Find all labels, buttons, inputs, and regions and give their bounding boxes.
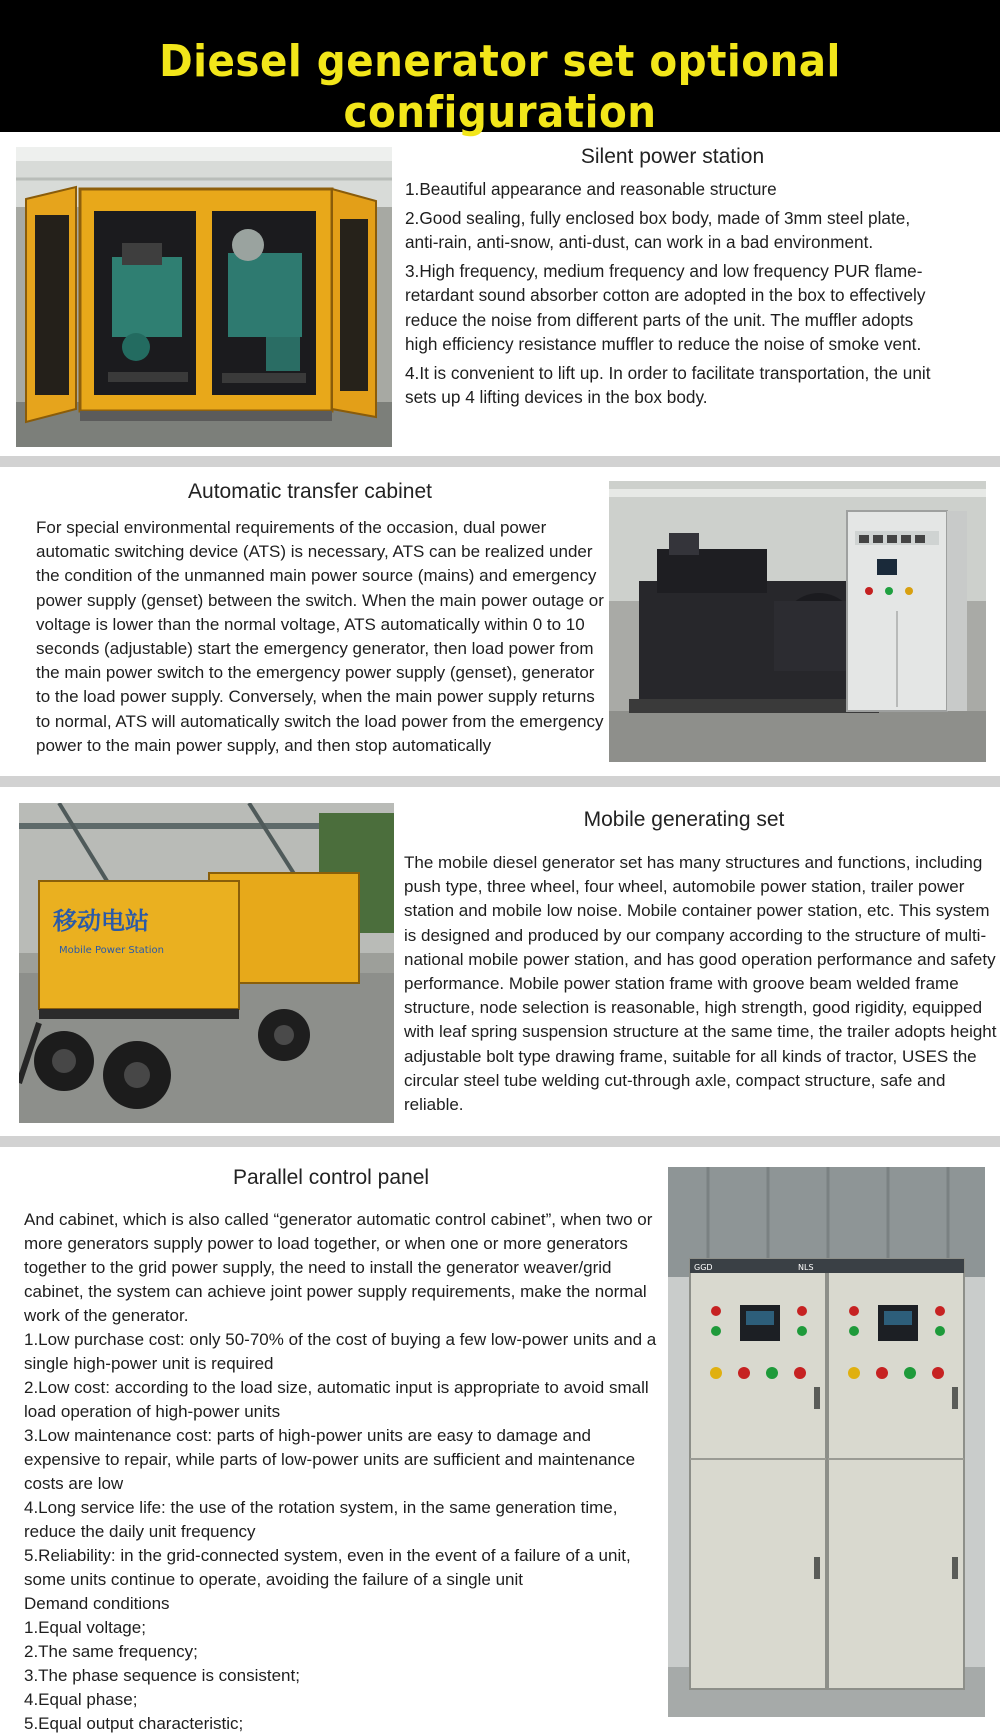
paragraph: 4.Long service life: the use of the rotation system, in the same generation time, reduce the daily unit frequency	[24, 1498, 618, 1541]
section-divider	[0, 776, 1000, 787]
trailer-sign-en: Mobile Power Station	[59, 945, 164, 956]
paragraph: 4.It is convenient to lift up. In order to facilitate transportation, the unit sets up 4 lifting devices in the box body.	[405, 362, 931, 407]
page-header	[0, 0, 1000, 138]
section-title-automatic-transfer-cabinet: Automatic transfer cabinet	[188, 480, 432, 503]
paragraph: 2.The same frequency;	[24, 1642, 198, 1661]
paragraph: 3.High frequency, medium frequency and low frequency PUR flame-retardant sound absorber cotton are adopted in the box to effectively reduce the noise from different parts of the unit. The muffler adopts high efficiency resistance muffler to reduce the noise of smoke vent.	[405, 260, 926, 354]
paragraph: 1.Low purchase cost: only 50-70% of the cost of buying a few low-power units and a single high-power unit is required	[24, 1330, 657, 1373]
paragraph: 3.Low maintenance cost: parts of high-power units are easy to damage and expensive to repair, while parts of low-power units are sufficient and maintenance costs are low	[24, 1426, 636, 1493]
cabinet-tag-left: GGD	[694, 1263, 713, 1272]
paragraph: 1.Equal voltage;	[24, 1618, 146, 1637]
paragraph: And cabinet, which is also called “generator automatic control cabinet”, when two or more generators supply power to load together, or when one or more generators together to the grid power supply, the need to install the generator weaver/grid cabinet, the system can achieve joint power supply requirements, make the normal work of the generator.	[24, 1210, 653, 1325]
paragraph: 4.Equal phase;	[24, 1690, 138, 1709]
silent-power-station-photo	[16, 147, 392, 447]
section-divider	[0, 1136, 1000, 1147]
section-divider	[0, 456, 1000, 467]
paragraph: 2.Good sealing, fully enclosed box body, made of 3mm steel plate, anti-rain, anti-snow, anti-dust, can work in a bad environment.	[405, 207, 911, 252]
trailer-sign-cn: 移动电站	[53, 907, 149, 935]
automatic-transfer-cabinet-text	[36, 516, 604, 758]
paragraph: For special environmental requirements of the occasion, dual power automatic switching device (ATS) is necessary, ATS can be realized under the condition of the unmanned main power source (mains) and emergency power supply (genset) between the switch. When the main power outage or voltage is lower than the normal voltage, ATS automatically within 0 to 10 seconds (adjustable) start the emergency generator, then load power from the main power switch to the emergency power supply (genset), generator to the load power supply. Conversely, when the main power supply returns to normal, ATS will automatically switch the load power from the emergency power to the main power supply, and then stop automatically	[36, 518, 604, 755]
paragraph: 3.The phase sequence is consistent;	[24, 1666, 300, 1685]
silent-power-station-text	[405, 177, 945, 410]
paragraph: 5.Equal output characteristic;	[24, 1714, 244, 1733]
parallel-control-panel-photo	[668, 1167, 985, 1717]
paragraph: The mobile diesel generator set has many structures and functions, including push type, three wheel, four wheel, automobile power station, trailer power station and mobile low noise. Mobile container power station, etc. This system is designed and produced by our company according to the structure of multi-national mobile power station, and has good operation performance and safety performance. Mobile power station frame with groove beam welded frame structure, node selection is reasonable, high strength, good rigidity, equipped with leaf spring suspension structure at the same time, the trailer adopts height adjustable bolt type drawing frame, suitable for all kinds of tractor, USES the circular steel tube welding cut-through axle, compact structure, safe and reliable.	[404, 853, 997, 1115]
paragraph: Demand conditions	[24, 1594, 170, 1613]
paragraph: 1.Beautiful appearance and reasonable structure	[405, 179, 777, 199]
mobile-generating-set-text	[404, 851, 1000, 1117]
parallel-control-panel-text	[24, 1208, 664, 1736]
page-title: Diesel generator set optional configuration	[159, 36, 841, 138]
section-title-silent-power-station: Silent power station	[580, 145, 765, 168]
section-title-mobile-generating-set: Mobile generating set	[583, 808, 785, 831]
paragraph: 2.Low cost: according to the load size, automatic input is appropriate to avoid small load operation of high-power units	[24, 1378, 649, 1421]
section-title-parallel-control-panel: Parallel control panel	[232, 1166, 430, 1189]
mobile-generating-set-photo	[19, 803, 394, 1123]
paragraph: 5.Reliability: in the grid-connected system, even in the event of a failure of a unit, some units continue to operate, avoiding the failure of a single unit	[24, 1546, 631, 1589]
cabinet-tag-right: NLS	[798, 1263, 814, 1272]
automatic-transfer-cabinet-photo	[609, 481, 986, 762]
